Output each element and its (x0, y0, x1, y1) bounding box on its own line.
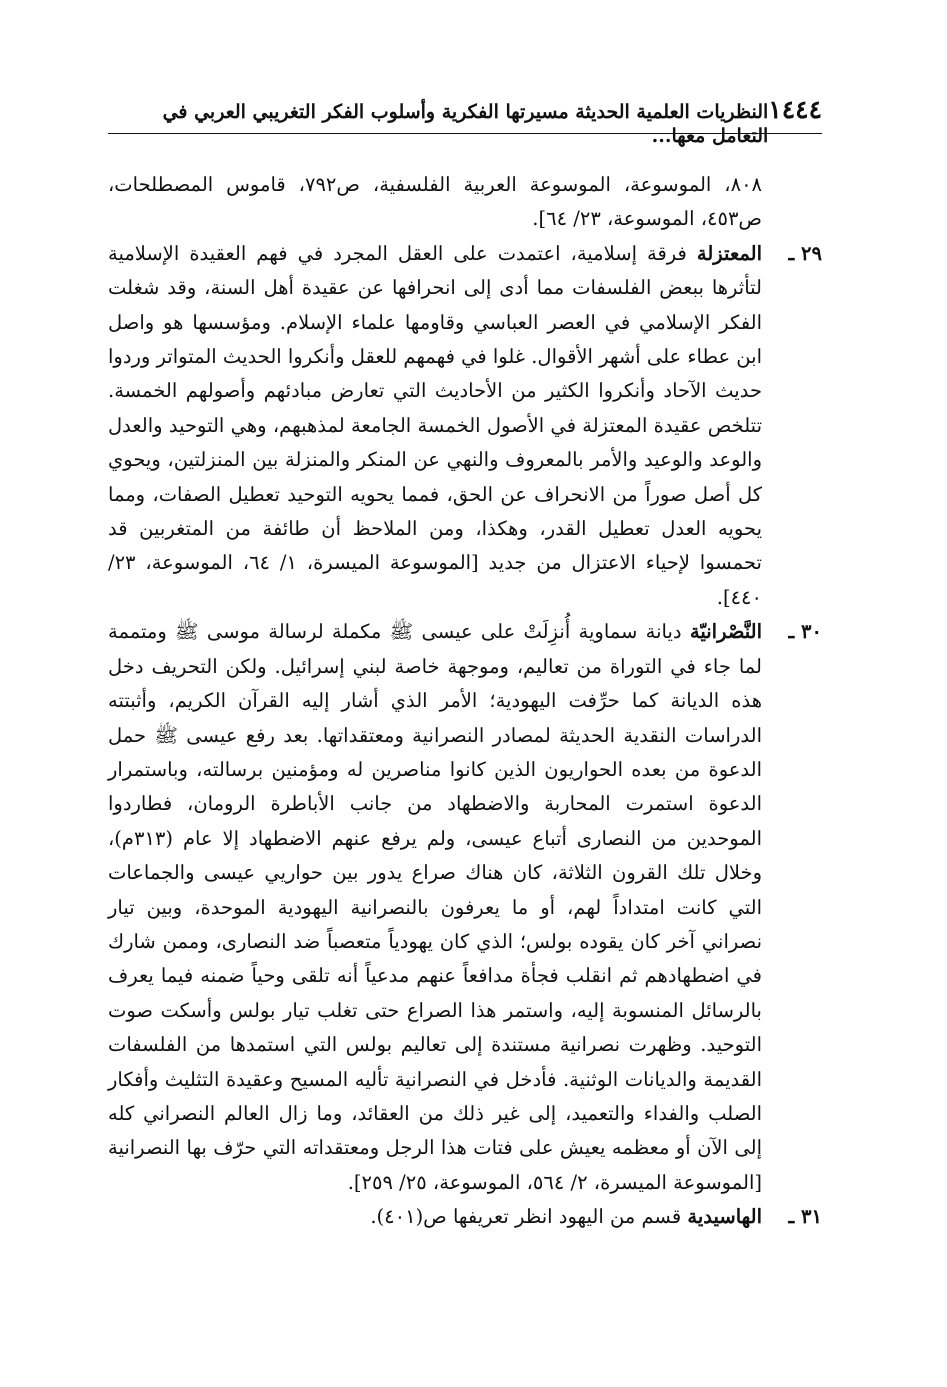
entry-text: ديانة سماوية أُنزِلَتْ على عيسى ﷺ مكملة لرسالة موسى ﷺ ومتممة لما جاء في التوراة من تعاليم، وموجهة خاصة لبني إسرائيل. ولكن التحريف دخل هذه الديانة كما حرِّفت اليهودية؛ الأمر الذي أشار إليه القرآن الكريم، وأثبتته الدراسات النقدية الحديثة لمصادر النصرانية ومعتقداتها. بعد رفع عيسى ﷺ حمل الدعوة من بعده الحواريون الذين كانوا مناصرين له ومؤمنين برسالته، وباستمرار الدعوة استمرت المحاربة والاضطهاد من جانب الأباطرة الرومان، فطاردوا الموحدين من النصارى أتباع عيسى، ولم يرفع عنهم الاضطهاد إلا عام (٣١٣م)، وخلال تلك القرون الثلاثة، كان هناك صراع يدور بين حواريي عيسى والجماعات التي كانت امتداداً لهم، أو ما يعرفون بالنصرانية اليهودية الموحدة، وبين تيار نصراني آخر كان يقوده بولس؛ الذي كان يهودياً متعصباً ضد النصارى، وممن شارك في اضطهادهم ثم انقلب فجأة مدافعاً عنهم مدعياً أنه تلقى وحياً ضمنه فيما يعرف بالرسائل المنسوبة إليه، واستمر هذا الصراع حتى تغلب تيار بولس وأسكت صوت التوحيد. وظهرت نصرانية مستندة إلى تعاليم بولس التي استمدها من الفلسفات القديمة والديانات الوثنية. فأدخل في النصرانية تأليه المسيح وعقيدة التثليث وأفكار الصلب والفداء والتعميد، إلى غير ذلك من العقائد، وما زال العالم النصراني كله إلى الآن أو معظمه يعيش على فتات هذا الرجل ومعتقداته التي حرّف بها النصرانية [الموسوعة الميسرة، ٢/ ٥٦٤، الموسوعة، ٢٥/ ٢٥٩]. (108, 620, 762, 1194)
continued-reference: ٨٠٨، الموسوعة، الموسوعة العربية الفلسفية، ص٧٩٢، قاموس المصطلحات، ص٤٥٣، الموسوعة، ٢٣/ ٦٤]. (108, 173, 763, 231)
entry-number: ٣٠ ـ (788, 620, 822, 644)
entry-term: المعتزلة (696, 241, 762, 265)
entry-mutazila (108, 237, 822, 615)
running-title: النظريات العلمية الحديثة مسيرتها الفكرية وأسلوب الفكر التغريبي العربي في التعامل معها... (162, 101, 769, 147)
entry-number: ٣١ ـ (788, 1205, 822, 1229)
entry-text: فرقة إسلامية، اعتمدت على العقل المجرد في فهم العقيدة الإسلامية لتأثرها ببعض الفلسفات مما أدى إلى انحرافها عن عقيدة أهل السنة، وقد شغلت الفكر الإسلامي في العصر العباسي وقاومها علماء الإسلام. ومؤسسها هو واصل ابن عطاء على أشهر الأقوال. غلوا في فهمهم للعقل وأنكروا الحديث المتواتر وردوا حديث الآحاد وأنكروا الكثير من الأحاديث التي تعارض مبادئهم وأصولهم الخمسة. تتلخص عقيدة المعتزلة في الأصول الخمسة الجامعة لمذهبهم، وهي التوحيد والعدل والوعد والوعيد والأمر بالمعروف والنهي عن المنكر والمنزلة بين المنزلتين، ويحوي كل أصل صوراً من الانحراف عن الحق، فمما يحويه التوحيد تعطيل الصفات، ومما يحويه العدل تعطيل القدر، وهكذا، ومن الملاحظ أن طائفة من المتغربين قد تحمسوا لإحياء الاعتزال من جديد [الموسوعة الميسرة، ١/ ٦٤، الموسوعة، ٢٣/ ٤٤٠]. (107, 241, 762, 609)
entry-text: قسم من اليهود انظر تعريفها ص(٤٠١). (370, 1205, 682, 1229)
entry-number: ٢٩ ـ (788, 241, 822, 265)
running-header (108, 95, 822, 148)
entry-term: الهاسيدية (687, 1205, 762, 1229)
page-number: ١٤٤٤ (768, 95, 822, 124)
entry-nasraniyya (108, 615, 822, 1200)
entry-hasidiyya (108, 1200, 822, 1234)
footnotes-body (108, 168, 822, 1235)
entry-term: النَّصْرانيّة (689, 620, 762, 644)
header-divider (108, 133, 822, 134)
